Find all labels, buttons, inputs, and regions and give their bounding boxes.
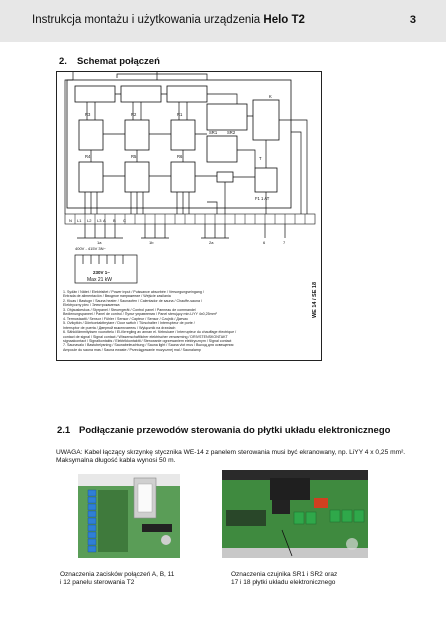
section-heading-2: 2. Schemat połączeń (59, 56, 160, 67)
pcb-photo-illustration (222, 470, 368, 558)
page-header (0, 0, 446, 42)
term-N: N (69, 218, 72, 223)
svg-text:1a: 1a (97, 240, 102, 245)
transformer-T: T (259, 156, 262, 161)
wiring-notes: 1. Sydän / Nätet / Elektrisitet / Power input / Puissance absorbée / Versorgungseingang / Entrada de alimentación / Вводное напряжение / Wejście zasilania 2. Kiuas / Bastugn / Sauna heater / Saunaofen / Calentador de sauna / Chauffe-sauna / Elektryczny piec / Электрокаменка 3. Ohjauskeskus / Styrpanel / Steuergerät / Control panel / Panneau de commande/ Bedienungspaneel / Panel de control / Пульт управления / Panel sterujący min.LiYY 4x0,25mm² 4. Termostaatti / Sensor / Fühler / Sensor / Capteur / Sensor / Czujnik / Датчик 5. Ovikytkin / Dörrkontaktbrytare / Door switch / Türschalter / Interrupteur de porte / Interruptor de puerta / Дверной выключатель / Wyłącznik na drzwiach 6. Sähkölämmityksen vuorottelu / El-förregling av annan el. förbrukare / Interrupteur du chauffage électrique / contact de signal / Signal contact / Wissenschaftlicher elektrischer verwarming / DRIVSTENSKONTAKT signaalcontact / Signalkontakts / Elektrikkontaktti / Sterowanie ogrzewaniem elektrycznym / Signal contact 7. Saunavalo / Bastubelysning / Saunabeleuchtung / Sauna light / Sauna vlot mus / Выход для освещения Ampoule du sauna mas / Sauna ewaste / Przeciągowanie muzycznej mal / Saunalamp (63, 290, 237, 352)
term-L3: L3 (97, 218, 102, 223)
relay-R1: R1 (177, 112, 183, 117)
svg-text:7: 7 (283, 240, 286, 245)
svg-text:2a: 2a (209, 240, 214, 245)
max-power: Max 21 kW (87, 277, 113, 283)
diagram-side-label: WE 14 / SE 18 (312, 281, 318, 319)
term-L1: L1 (77, 218, 82, 223)
relay-R4: R4 (85, 154, 91, 159)
photo-control-panel-terminals (78, 474, 180, 558)
relay-R5: R5 (131, 154, 137, 159)
term-A: A (103, 218, 106, 223)
terminal-photo-illustration (78, 474, 180, 558)
contactor-K: K (269, 94, 272, 99)
voltage-1ph: 230V 1~ (93, 270, 110, 275)
wiring-diagram (56, 71, 322, 361)
section-heading-2-1: 2.1 Podłączanie przewodów sterowania do płytki układu elektronicznego (57, 425, 391, 436)
caption-right: Oznaczenia czujnika SR1 i SR2 oraz 17 i 18 płytki układu elektronicznego (231, 571, 338, 586)
page-number: 3 (409, 14, 416, 26)
svg-text:1b: 1b (149, 240, 154, 245)
term-L2: L2 (87, 218, 92, 223)
term-B: B (113, 218, 116, 223)
caption-left: Oznaczenia zacisków połączeń A, B, 11 i 12 panelu sterowania T2 (60, 571, 175, 586)
relay-R2: R2 (131, 112, 137, 117)
photo-pcb-sensor-terminals (222, 470, 368, 558)
voltage-3ph: 400V - 415V 3N~ (75, 246, 106, 251)
term-C: C (123, 218, 126, 223)
warning-note: UWAGA: Kabel łączący skrzynkę stycznika WE-14 z panelem sterowania musi być ekranowany, np. LiYY 4 x 0,25 mm². Maksymalna długość kabla wynosi 50 m. (56, 449, 406, 465)
fuse-F1: F1 1 AT (255, 196, 270, 201)
document-title: Instrukcja montażu i użytkowania urządzenia Helo T2 (32, 14, 305, 26)
svg-text:6: 6 (263, 240, 266, 245)
relay-R6: R6 (177, 154, 183, 159)
sensor-SR2: SR2 (227, 130, 236, 135)
relay-R3: R3 (85, 112, 91, 117)
sensor-SR1: SR1 (209, 130, 218, 135)
